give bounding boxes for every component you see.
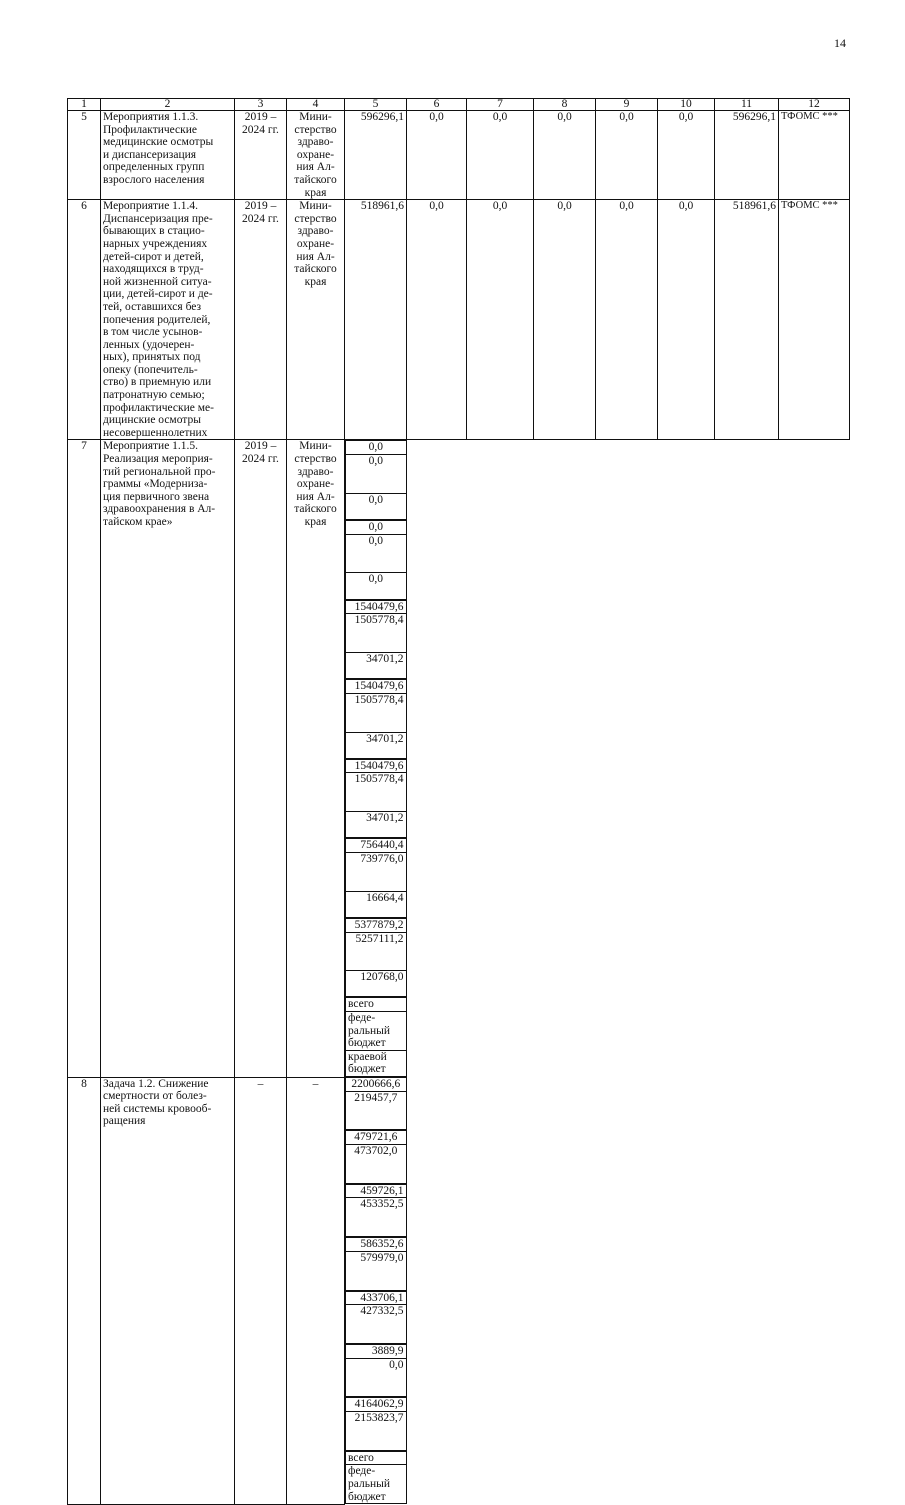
amount-value: 219457,7	[346, 1091, 406, 1130]
funding-source	[346, 1464, 406, 1503]
amount-value: 1505778,4	[346, 613, 406, 652]
funding-source-line: всего	[348, 998, 374, 1011]
amount-value: 0,0	[346, 572, 406, 598]
executor-line: здраво-	[297, 465, 334, 478]
measure-name-line: Мероприятия 1.1.3.	[103, 111, 199, 123]
executor-line: здраво-	[297, 136, 334, 149]
measure-name-cell	[101, 1077, 235, 1504]
amount-cell	[345, 600, 407, 680]
amount-value: 5257111,2	[346, 932, 406, 971]
amount-cell	[345, 520, 407, 600]
executor-line: ния Ал-	[296, 161, 335, 174]
amount-value: 453352,5	[346, 1197, 406, 1236]
period-line: 2024 гг.	[242, 212, 279, 225]
executor-cell	[287, 111, 345, 200]
amount-value: 427332,5	[346, 1304, 406, 1343]
amount-cell: 596296,1	[345, 111, 407, 200]
funding-source-line: краевой	[348, 1050, 387, 1063]
measure-name-line: ция первичного звена	[103, 490, 210, 503]
period-line: 2019 –	[244, 200, 277, 213]
funding-source-line: феде-	[348, 1465, 376, 1478]
funding-source-line: бюджет	[348, 1037, 386, 1050]
amount-value: 34701,2	[346, 652, 406, 678]
funding-source-line: всего	[348, 1451, 374, 1464]
measure-name-line: тий региональной про-	[103, 465, 216, 478]
funding-source-cell	[345, 997, 407, 1077]
amount-value: 0,0	[346, 454, 406, 493]
amount-value: 479721,6	[354, 1131, 398, 1144]
amount-value: 1540479,6	[354, 600, 404, 613]
period-line: –	[257, 1077, 264, 1090]
amount-cell: 0,0	[407, 200, 467, 440]
measure-name-line: нарных учреждениях	[103, 237, 208, 250]
header-cell: 3	[235, 99, 287, 111]
amount-cell: 0,0	[534, 111, 596, 200]
amount-cell: 0,0	[407, 111, 467, 200]
amount-cell: 0,0	[467, 111, 534, 200]
amount-value: 0,0	[368, 441, 383, 454]
amount-cell	[345, 1291, 407, 1344]
measure-name-line: Диспансеризация пре-	[103, 212, 213, 225]
table-row	[68, 111, 850, 200]
measure-name-line: ции, детей-сирот и де-	[103, 288, 213, 301]
funding-source-cell: ТФОМС ***	[779, 200, 850, 440]
amount-value: 5377879,2	[354, 918, 404, 931]
amount-value: 2200666,6	[351, 1078, 401, 1091]
amount-value: 756440,4	[360, 839, 404, 852]
measure-name-cell	[101, 200, 235, 440]
header-cell: 2	[101, 99, 235, 111]
amount-value: 1540479,6	[354, 680, 404, 693]
measure-name-line: Реализация мероприя-	[103, 453, 213, 466]
amount-cell: 0,0	[534, 200, 596, 440]
measure-name-line: ращения	[103, 1115, 146, 1128]
amount-value: 16664,4	[346, 891, 406, 917]
period-cell	[235, 111, 287, 200]
measure-name-line: ней системы кровооб-	[103, 1102, 212, 1115]
amount-value: 0,0	[346, 534, 406, 573]
program-measures-table	[67, 98, 850, 1505]
measure-name-line: профилактические ме-	[103, 401, 214, 414]
amount-cell: 0,0	[658, 111, 715, 200]
measure-name-line: опеку (попечитель-	[103, 363, 198, 376]
executor-line: края	[304, 516, 327, 528]
measure-name-line: патронатную семью;	[103, 389, 205, 402]
amount-cell	[345, 1344, 407, 1397]
funding-source-cell: ТФОМС ***	[779, 111, 850, 200]
table-row	[68, 1077, 850, 1504]
measure-name-line: Задача 1.2. Снижение	[103, 1077, 209, 1090]
table-header-row	[68, 99, 850, 111]
header-cell: 5	[345, 99, 407, 111]
measure-name-line: определенных групп	[103, 161, 205, 174]
header-cell: 9	[596, 99, 658, 111]
page-number: 14	[834, 36, 846, 50]
measure-name-line: взрослого населения	[103, 173, 205, 186]
header-cell: 1	[68, 99, 101, 111]
amount-cell	[345, 1397, 407, 1450]
row-number-cell: 6	[68, 200, 101, 440]
measure-name-line: ных), принятых под	[103, 351, 201, 364]
amount-cell	[345, 838, 407, 918]
measure-name-line: попечения родителей,	[103, 313, 211, 326]
executor-line: здраво-	[297, 225, 334, 238]
funding-source-line: бюджет	[348, 1490, 386, 1503]
header-cell: 10	[658, 99, 715, 111]
amount-cell	[345, 1237, 407, 1290]
amount-value: 433706,1	[360, 1291, 404, 1304]
measure-name-line: ленных (удочерен-	[103, 338, 195, 351]
measure-name-line: Мероприятие 1.1.5.	[103, 440, 199, 453]
measure-name-cell	[101, 440, 235, 1077]
executor-line: ния Ал-	[296, 490, 335, 503]
period-line: 2024 гг.	[242, 123, 279, 136]
amount-cell	[345, 918, 407, 998]
amount-value: 579979,0	[346, 1251, 406, 1290]
amount-value: 3889,9	[371, 1345, 404, 1358]
amount-cell: 596296,1	[715, 111, 779, 200]
measure-name-line: тей, оставшихся без	[103, 300, 202, 313]
executor-line: тайского	[294, 173, 337, 186]
measure-name-line: медицинские осмотры	[103, 136, 214, 149]
funding-source-line: ральный	[348, 1477, 390, 1490]
amount-value: 120768,0	[346, 970, 406, 996]
amount-cell: 0,0	[596, 111, 658, 200]
amount-cell	[345, 440, 407, 520]
amount-cell: 0,0	[467, 200, 534, 440]
header-cell: 7	[467, 99, 534, 111]
amount-value: 0,0	[368, 521, 383, 534]
executor-line: тайского	[294, 503, 337, 516]
row-number-cell: 7	[68, 440, 101, 1077]
measure-name-line: и диспансеризация	[103, 148, 197, 161]
measure-name-line: граммы «Модерниза-	[103, 478, 208, 491]
funding-source-cell	[345, 1451, 407, 1504]
period-line: 2024 гг.	[242, 453, 279, 466]
executor-line: –	[312, 1077, 319, 1090]
header-cell: 11	[715, 99, 779, 111]
measure-name-line: детей-сирот и детей,	[103, 250, 204, 263]
measure-name-line: в том числе усынов-	[103, 326, 203, 339]
amount-cell: 0,0	[596, 200, 658, 440]
executor-cell	[287, 200, 345, 440]
header-cell: 4	[287, 99, 345, 111]
amount-cell	[345, 759, 407, 839]
funding-source	[346, 1011, 406, 1050]
measure-name-line: Мероприятие 1.1.4.	[103, 200, 199, 213]
amount-cell	[345, 1184, 407, 1237]
measure-name-line: находящихся в труд-	[103, 263, 204, 276]
amount-cell: 518961,6	[715, 200, 779, 440]
executor-line: стерство	[294, 453, 337, 466]
amount-value: 34701,2	[346, 732, 406, 758]
amount-value: 2153823,7	[346, 1411, 406, 1450]
amount-cell	[345, 1130, 407, 1183]
executor-cell	[287, 1077, 345, 1504]
amount-cell	[345, 679, 407, 759]
measure-name-line: ство) в приемную или	[103, 376, 212, 389]
table-row	[68, 440, 850, 1077]
amount-value: 459726,1	[360, 1184, 404, 1197]
funding-source	[346, 1452, 406, 1465]
funding-source	[346, 1050, 406, 1076]
period-cell	[235, 1077, 287, 1504]
executor-line: Мини-	[299, 111, 332, 123]
period-cell	[235, 200, 287, 440]
table-body	[68, 111, 850, 1505]
executor-line: Мини-	[299, 440, 332, 453]
measure-name-line: ной жизненной ситуа-	[103, 275, 212, 288]
executor-line: охране-	[296, 237, 335, 250]
funding-source-line: феде-	[348, 1012, 376, 1025]
amount-value: 1540479,6	[354, 759, 404, 772]
funding-source-line: ральный	[348, 1024, 390, 1037]
executor-line: стерство	[294, 212, 337, 225]
measure-name-line: здравоохранения в Ал-	[103, 503, 216, 516]
header-cell: 12	[779, 99, 850, 111]
measure-name-cell	[101, 111, 235, 200]
amount-value: 1505778,4	[346, 772, 406, 811]
executor-line: края	[304, 186, 327, 199]
measure-name-line: Профилактические	[103, 123, 197, 136]
table-row	[68, 200, 850, 440]
period-line: 2019 –	[244, 440, 277, 453]
amount-cell	[345, 1077, 407, 1130]
header-cell: 8	[534, 99, 596, 111]
row-number-cell: 8	[68, 1077, 101, 1504]
amount-cell: 0,0	[658, 200, 715, 440]
measure-name-line: бывающих в стацио-	[103, 225, 205, 238]
measure-name-line: несовершеннолетних	[103, 426, 208, 439]
executor-line: края	[304, 275, 327, 288]
row-number-cell: 5	[68, 111, 101, 200]
amount-value: 0,0	[346, 493, 406, 519]
measure-name-line: дицинские осмотры	[103, 414, 201, 427]
executor-line: охране-	[296, 478, 335, 491]
executor-line: ния Ал-	[296, 250, 335, 263]
executor-line: тайского	[294, 263, 337, 276]
amount-value: 0,0	[346, 1358, 406, 1397]
amount-cell: 518961,6	[345, 200, 407, 440]
executor-line: стерство	[294, 123, 337, 136]
amount-value: 473702,0	[346, 1144, 406, 1183]
funding-source-line: бюджет	[348, 1063, 386, 1076]
amount-value: 739776,0	[346, 852, 406, 891]
header-cell: 6	[407, 99, 467, 111]
period-line: 2019 –	[244, 111, 277, 123]
amount-value: 34701,2	[346, 811, 406, 837]
executor-line: Мини-	[299, 200, 332, 213]
executor-cell	[287, 440, 345, 1077]
amount-value: 586352,6	[360, 1238, 404, 1251]
amount-value: 1505778,4	[346, 693, 406, 732]
period-cell	[235, 440, 287, 1077]
measure-name-line: тайском крае»	[103, 516, 173, 528]
measure-name-line: смертности от болез-	[103, 1090, 207, 1103]
funding-source	[346, 998, 406, 1011]
executor-line: охране-	[296, 148, 335, 161]
amount-value: 4164062,9	[354, 1398, 404, 1411]
